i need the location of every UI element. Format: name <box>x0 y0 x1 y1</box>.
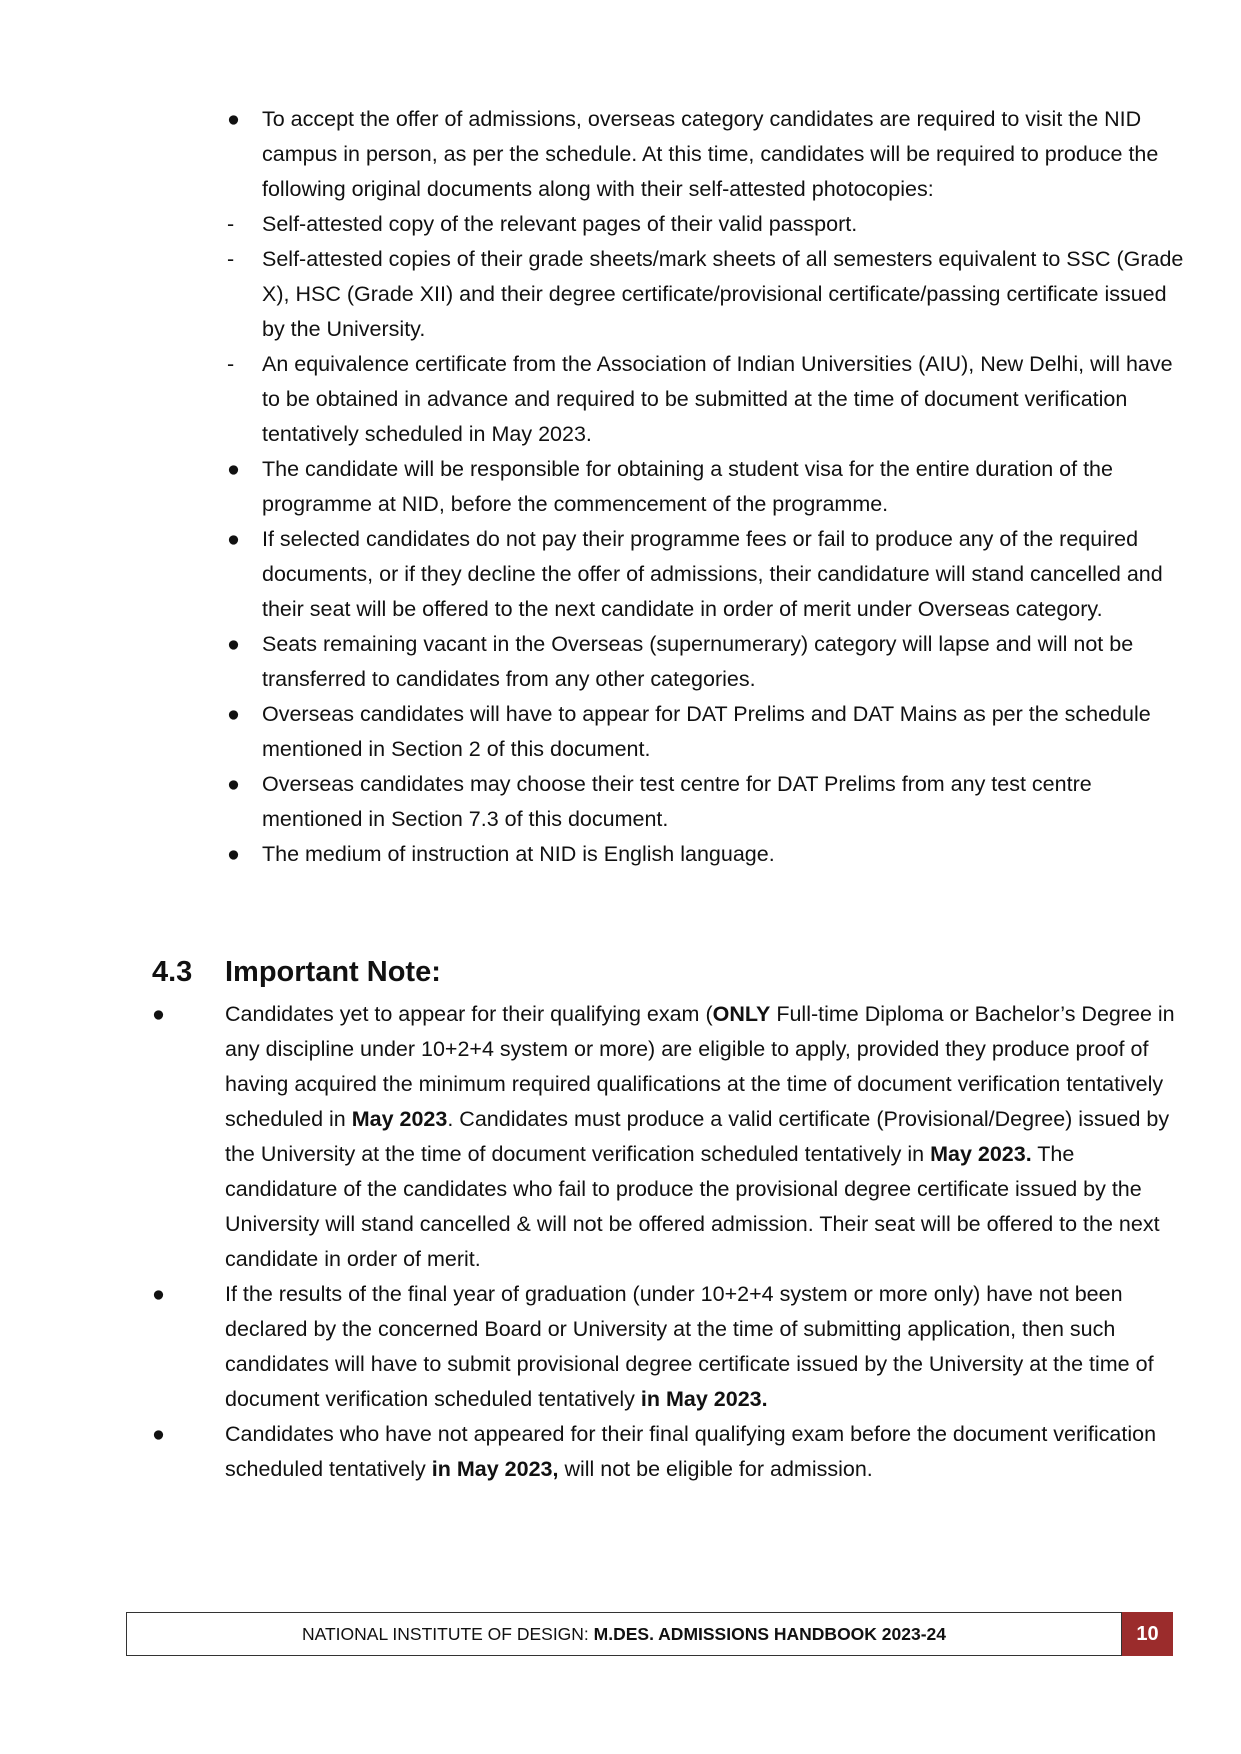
list-item-text: Overseas candidates may choose their test centre for DAT Prelims from any test centre mentioned in Section 7.3 of this document. <box>262 772 1092 831</box>
bullet-icon: ● <box>227 457 240 481</box>
page-number: 10 <box>1122 1612 1173 1656</box>
dash-marker: - <box>227 212 235 236</box>
emphasis-text: in May 2023. <box>640 1387 768 1411</box>
list-item-text: If selected candidates do not pay their programme fees or fail to produce any of the required documents, or if they decline the offer of admissions, their candidature will stand cancelled and their seat will be offered to the next candidate in order of merit under Overseas category. <box>262 527 1163 621</box>
emphasis-text: ONLY <box>712 1002 771 1026</box>
overseas-requirements-list <box>227 102 1187 872</box>
list-item <box>227 242 1187 347</box>
list-item <box>227 347 1187 452</box>
emphasis-text: in May 2023, <box>431 1457 559 1481</box>
list-item-text: Self-attested copy of the relevant pages of their valid passport. <box>262 212 858 236</box>
bullet-icon: ● <box>227 632 240 656</box>
footer-handbook-title: M.DES. ADMISSIONS HANDBOOK 2023-24 <box>593 1623 947 1644</box>
emphasis-text: May 2023. <box>930 1142 1032 1166</box>
list-item <box>227 102 1187 207</box>
list-item <box>227 767 1187 837</box>
note-text: will not be eligible for admission. <box>558 1457 873 1481</box>
list-item <box>227 207 1187 242</box>
bullet-icon: ● <box>227 772 240 796</box>
note-text: Full-time Diploma or Bachelor’s Degree in any discipline under 10+2+4 system or more) are eligible to apply, provided they produce proof of having acquired the minimum required qualifications at the time of document verification tentatively scheduled in <box>225 1002 1175 1131</box>
important-note-list <box>152 997 1187 1487</box>
dash-marker: - <box>227 247 235 271</box>
list-item-text: To accept the offer of admissions, overseas category candidates are required to visit the NID campus in person, as per the schedule. At this time, candidates will be required to produce the following original documents along with their self-attested photocopies: <box>262 107 1159 201</box>
list-item <box>227 837 1187 872</box>
list-item-text: The medium of instruction at NID is English language. <box>262 842 775 866</box>
section-title: Important Note: <box>225 956 441 988</box>
bullet-icon: ● <box>152 1002 165 1026</box>
bullet-icon: ● <box>152 1282 165 1306</box>
list-item-text: Overseas candidates will have to appear for DAT Prelims and DAT Mains as per the schedule mentioned in Section 2 of this document. <box>262 702 1151 761</box>
note-item <box>152 1417 1187 1487</box>
note-text: Candidates who have not appeared for their final qualifying exam before the document verification scheduled tentatively <box>225 1422 1157 1481</box>
note-text: If the results of the final year of graduation (under 10+2+4 system or more only) have not been declared by the concerned Board or University at the time of submitting application, then such candidates will have to submit provisional degree certificate issued by the University at the time of document verification scheduled tentatively <box>225 1282 1154 1411</box>
list-item-text: The candidate will be responsible for obtaining a student visa for the entire duration of the programme at NID, before the commencement of the programme. <box>262 457 1113 516</box>
bullet-icon: ● <box>227 527 240 551</box>
footer-title-box <box>126 1612 1122 1656</box>
emphasis-text: May 2023 <box>351 1107 448 1131</box>
list-item-text: Self-attested copies of their grade sheets/mark sheets of all semesters equivalent to SSC (Grade X), HSC (Grade XII) and their degree certificate/provisional certificate/passing certificate issued by the University. <box>262 247 1184 341</box>
list-item-text: An equivalence certificate from the Association of Indian Universities (AIU), New Delhi, will have to be obtained in advance and required to be submitted at the time of document verification tentatively scheduled in May 2023. <box>262 352 1173 446</box>
note-text: Candidates yet to appear for their qualifying exam ( <box>225 1002 713 1026</box>
bullet-icon: ● <box>227 702 240 726</box>
footer-institute: NATIONAL INSTITUTE OF DESIGN: <box>301 1623 594 1644</box>
bullet-icon: ● <box>152 1422 165 1446</box>
list-item <box>227 522 1187 627</box>
list-item <box>227 452 1187 522</box>
list-item <box>227 627 1187 697</box>
page-footer <box>126 1612 1172 1656</box>
dash-marker: - <box>227 352 235 376</box>
note-text: The candidature of the candidates who fail to produce the provisional degree certificate issued by the University will stand cancelled & will not be offered admission. Their seat will be offered to the next candidate in order of merit. <box>225 1142 1160 1271</box>
section-number: 4.3 <box>152 956 193 988</box>
list-item <box>227 697 1187 767</box>
note-item <box>152 1277 1187 1417</box>
note-text: . Candidates must produce a valid certificate (Provisional/Degree) issued by the University at the time of document verification scheduled tentatively in <box>225 1107 1170 1166</box>
list-item-text: Seats remaining vacant in the Overseas (supernumerary) category will lapse and will not be transferred to candidates from any other categories. <box>262 632 1134 691</box>
section-heading <box>152 952 441 992</box>
bullet-icon: ● <box>227 842 240 866</box>
bullet-icon: ● <box>227 107 240 131</box>
note-item <box>152 997 1187 1277</box>
